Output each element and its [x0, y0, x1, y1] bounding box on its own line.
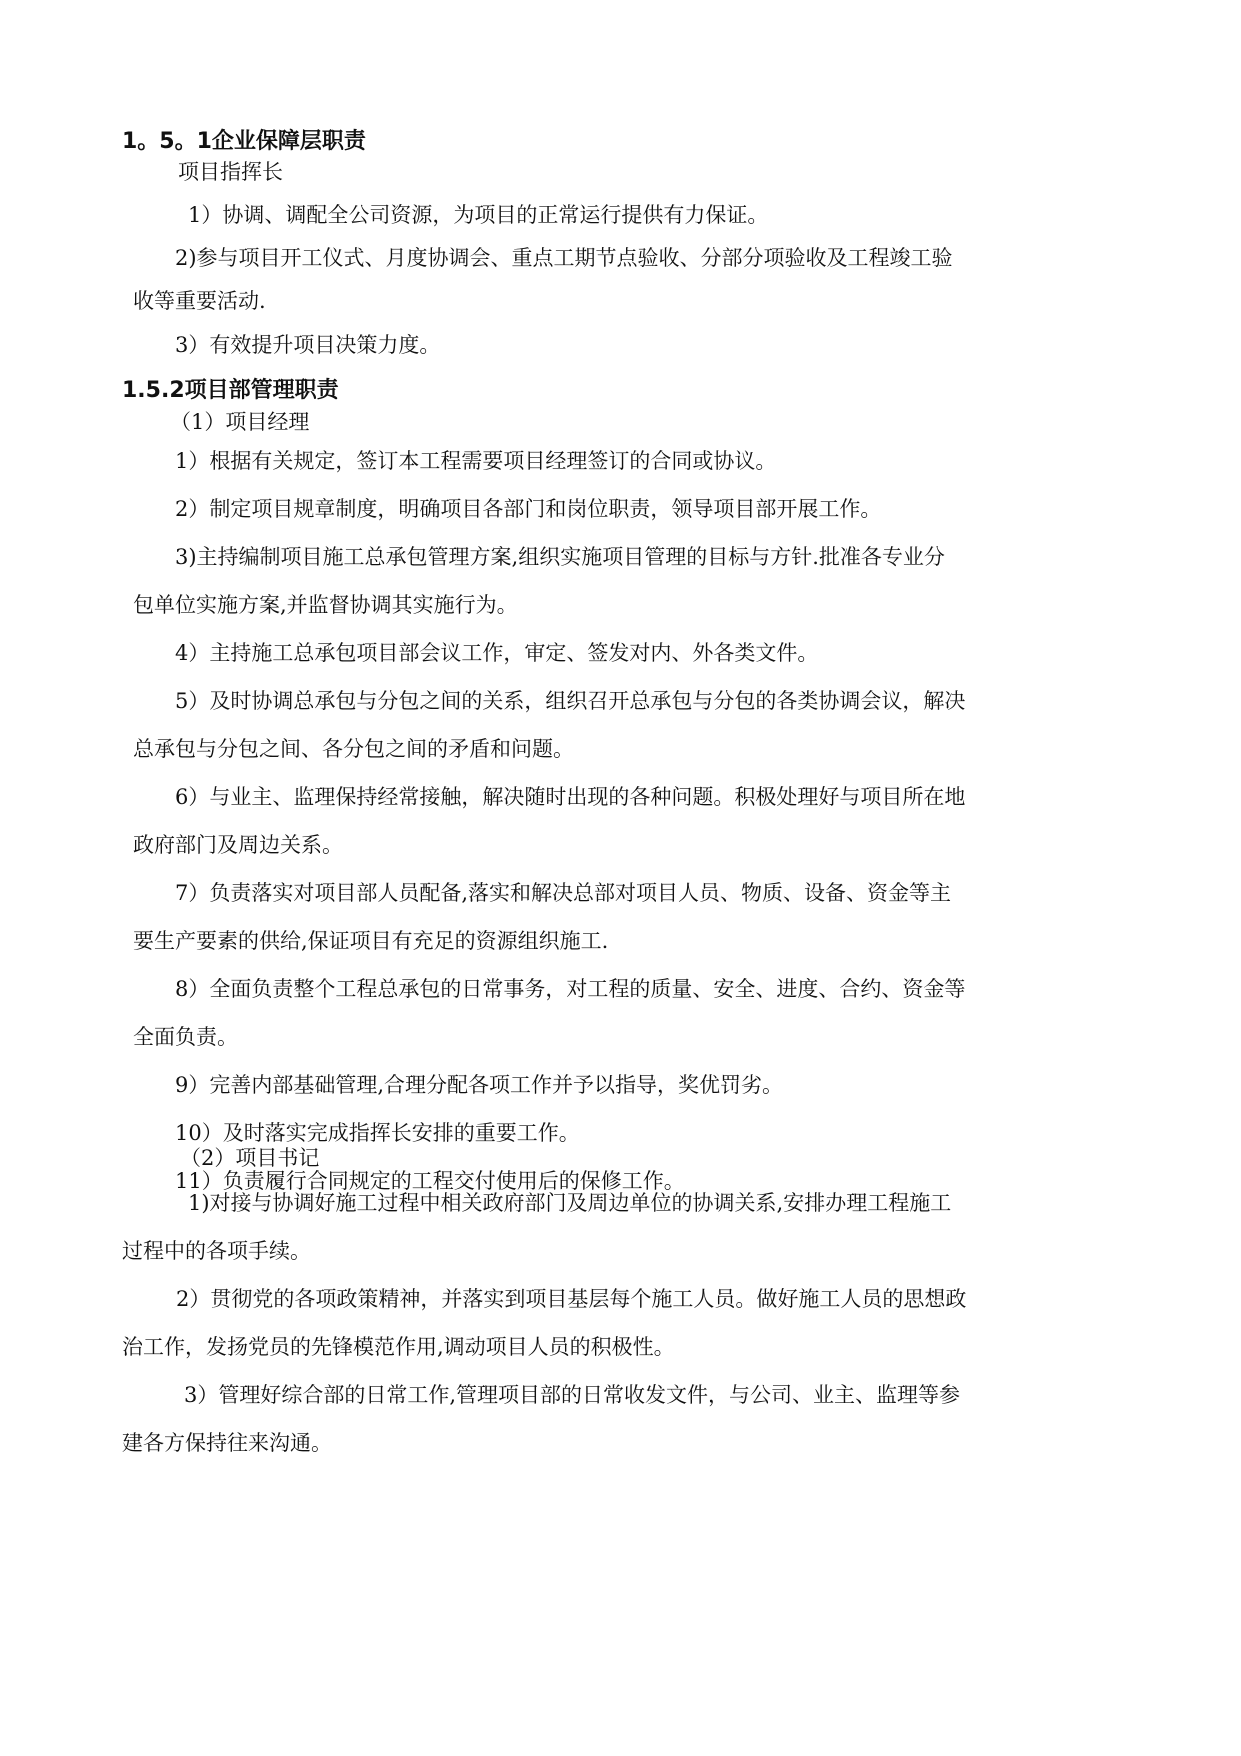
- paragraph-line: 收等重要活动.: [133, 289, 266, 313]
- paragraph-line: 6）与业主、监理保持经常接触，解决随时出现的各种问题。积极处理好与项目所在地: [175, 785, 966, 809]
- paragraph-line: 8）全面负责整个工程总承包的日常事务，对工程的质量、安全、进度、合约、资金等: [175, 977, 966, 1001]
- section-heading-1-5-2: 1.5.2项目部管理职责: [122, 378, 339, 403]
- subsection-title-project-secretary: （2）项目书记: [180, 1146, 320, 1170]
- paragraph-line: 3）有效提升项目决策力度。: [175, 333, 441, 357]
- paragraph-line: 建各方保持往来沟通。: [122, 1431, 332, 1455]
- project-manager-duties-block-a: [133, 437, 966, 1205]
- paragraph-line: 3)主持编制项目施工总承包管理方案,组织实施项目管理的目标与方针.批准各专业分: [175, 545, 945, 569]
- paragraph-line: 7）负责落实对项目部人员配备,落实和解决总部对项目人员、物质、设备、资金等主: [175, 881, 952, 905]
- paragraph-line: 5）及时协调总承包与分包之间的关系，组织召开总承包与分包的各类协调会议，解决: [175, 689, 966, 713]
- paragraph-line: 11）负责履行合同规定的工程交付使用后的保修工作。: [175, 1169, 685, 1193]
- paragraph-line: 1)对接与协调好施工过程中相关政府部门及周边单位的协调关系,安排办理工程施工: [188, 1191, 952, 1215]
- paragraph-line: 1）根据有关规定，签订本工程需要项目经理签订的合同或协议。: [175, 449, 777, 473]
- paragraph-line: 要生产要素的供给,保证项目有充足的资源组织施工.: [133, 929, 609, 953]
- paragraph-line: 过程中的各项手续。: [122, 1239, 311, 1263]
- paragraph-line: 2)参与项目开工仪式、月度协调会、重点工期节点验收、分部分项验收及工程竣工验: [175, 246, 953, 270]
- paragraph-line: 全面负责。: [133, 1025, 238, 1049]
- paragraph-line: 4）主持施工总承包项目部会议工作，审定、签发对内、外各类文件。: [175, 641, 819, 665]
- paragraph-line: 包单位实施方案,并监督协调其实施行为。: [133, 593, 518, 617]
- subsection-title-project-manager: （1）项目经理: [170, 410, 310, 434]
- paragraph-line: 2）制定项目规章制度，明确项目各部门和岗位职责，领导项目部开展工作。: [175, 497, 882, 521]
- paragraph-line: 2）贯彻党的各项政策精神，并落实到项目基层每个施工人员。做好施工人员的思想政: [176, 1287, 967, 1311]
- project-secretary-duties-block: [122, 1179, 967, 1467]
- paragraph-line: 总承包与分包之间、各分包之间的矛盾和问题。: [133, 737, 574, 761]
- paragraph-line: 政府部门及周边关系。: [133, 833, 343, 857]
- section-heading-1-5-1: 1。5。1企业保障层职责: [122, 129, 366, 154]
- paragraph-line: 3）管理好综合部的日常工作,管理项目部的日常收发文件，与公司、业主、监理等参: [184, 1383, 961, 1407]
- paragraph-line: 治工作，发扬党员的先锋模范作用,调动项目人员的积极性。: [122, 1335, 675, 1359]
- paragraph-line: 9）完善内部基础管理,合理分配各项工作并予以指导，奖优罚劣。: [175, 1073, 784, 1097]
- paragraph-line: 10）及时落实完成指挥长安排的重要工作。: [175, 1121, 580, 1145]
- paragraph-line: 1）协调、调配全公司资源，为项目的正常运行提供有力保证。: [188, 203, 769, 227]
- role-title-commander: 项目指挥长: [178, 160, 283, 184]
